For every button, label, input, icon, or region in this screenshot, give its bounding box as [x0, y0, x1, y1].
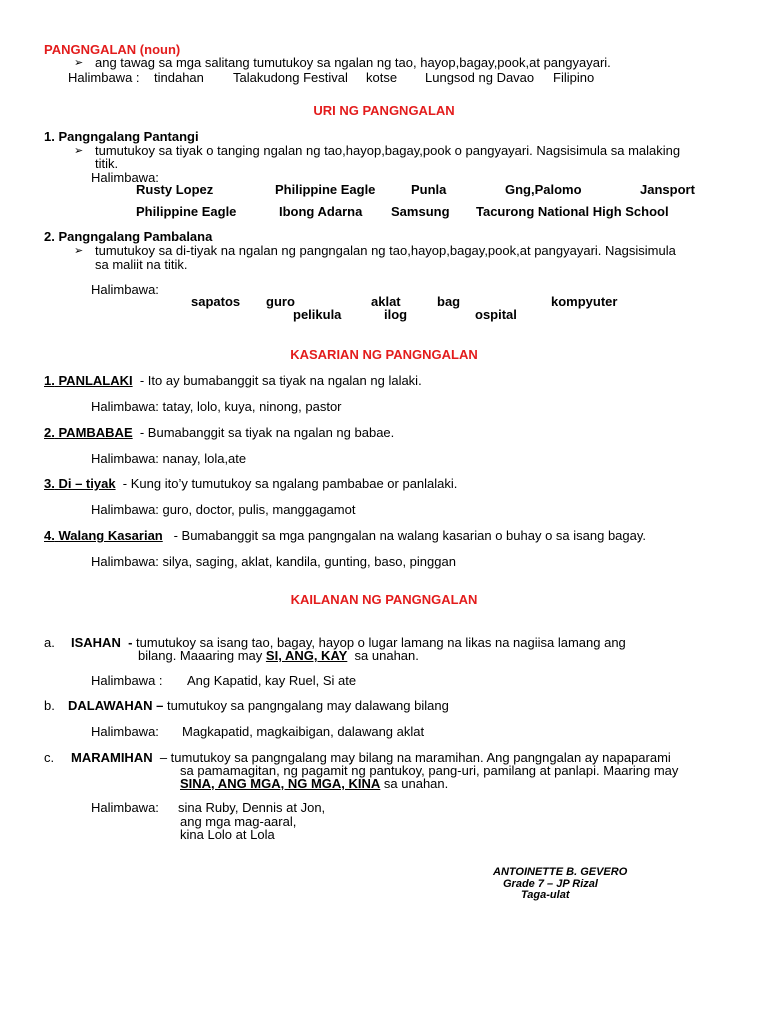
pantangi-definition: tumutukoy sa tiyak o tanging ngalan ng tao,hayop,bagay,pook o pangyayari. Nagsisimula sa malaking — [95, 143, 681, 158]
pambalana-definition: tumutukoy sa di-tiyak na ngalan ng pangngalan ng tao,hayop,bagay,pook,at pangyayari. Nagsisimula — [95, 243, 676, 258]
noun-example-label: Halimbawa : — [68, 70, 140, 85]
dalawahan-letter: b. — [44, 698, 55, 713]
kasarian-term: PANLALAKI — [58, 373, 133, 388]
pantangi-example: Gng,Palomo — [505, 182, 582, 197]
pambalana-example: bag — [437, 294, 461, 309]
pambalana-example: sapatos — [191, 294, 241, 309]
kasarian-term: PAMBABAE — [58, 425, 133, 440]
maramihan-desc-cont: sa pamamagitan, ng pagamit ng pantukoy, pang-uri, pamilang at panlapi. Maaring may — [180, 763, 679, 778]
bullet-arrow-icon: ➢ — [74, 145, 84, 157]
noun-definition: ang tawag sa mga salitang tumutukoy sa ngalan ng tao, hayop,bagay,pook,at pangyayari. — [95, 55, 611, 70]
dalawahan-term: DALAWAHAN – — [68, 698, 164, 713]
kasarian-item: 1. PANLALAKI - Ito ay bumabanggit sa tiyak na ngalan ng lalaki. — [44, 373, 422, 388]
pantangi-example: Punla — [411, 182, 447, 197]
maramihan-example: ang mga mag-aaral, — [180, 814, 297, 829]
maramihan-example-label: Halimbawa: — [91, 800, 159, 815]
isahan-desc: tumutukoy sa isang tao, bagay, hayop o lugar lamang na likas na nagiisa lamang ang — [136, 635, 626, 650]
bullet-arrow-icon: ➢ — [74, 57, 84, 69]
pambalana-example: kompyuter — [551, 294, 618, 309]
noun-title: PANGNGALAN (noun) — [44, 42, 181, 57]
pambalana-example: guro — [266, 294, 295, 309]
noun-example: Lungsod ng Davao — [425, 70, 535, 85]
kasarian-example: Halimbawa: tatay, lolo, kuya, ninong, pastor — [91, 399, 342, 414]
kasarian-example: Halimbawa: guro, doctor, pulis, manggagamot — [91, 502, 356, 517]
pantangi-example: Rusty Lopez — [136, 182, 214, 197]
maramihan-markers: SINA, ANG MGA, NG MGA, KINA — [180, 776, 381, 791]
pantangi-example: Jansport — [640, 182, 695, 197]
kasarian-example: Halimbawa: nanay, lola,ate — [91, 451, 247, 466]
noun-example: tindahan — [154, 70, 204, 85]
kasarian-item: 2. PAMBABAE - Bumabanggit sa tiyak na ngalan ng babae. — [44, 425, 395, 440]
isahan-example: Ang Kapatid, kay Ruel, Si ate — [187, 673, 357, 688]
maramihan-desc: – tumutukoy sa pangngalang may bilang na maramihan. Ang pangngalan ay napaparami — [159, 750, 671, 765]
maramihan-example: sina Ruby, Dennis at Jon, — [178, 800, 326, 815]
pantangi-definition-cont: titik. — [95, 156, 119, 171]
signature-grade: Grade 7 – JP Rizal — [503, 878, 598, 890]
pantangi-example: Tacurong National High School — [476, 204, 669, 219]
isahan-letter: a. — [44, 635, 55, 650]
noun-example: Filipino — [553, 70, 595, 85]
maramihan-example: kina Lolo at Lola — [180, 827, 275, 842]
pambalana-example-label: Halimbawa: — [91, 282, 159, 297]
pambalana-title: 2. Pangngalang Pambalana — [44, 229, 213, 244]
dalawahan-example-label: Halimbawa: — [91, 724, 159, 739]
pantangi-example-label: Halimbawa: — [91, 170, 159, 185]
isahan-desc-cont: bilang. Maaaring may SI, ANG, KAY sa unahan. — [138, 648, 419, 663]
uri-heading: URI NG PANGNGALAN — [313, 103, 455, 118]
dalawahan-desc: tumutukoy sa pangngalang may dalawang bilang — [166, 698, 449, 713]
dalawahan-item — [68, 699, 449, 714]
pambalana-example: ilog — [384, 307, 408, 322]
pambalana-example: pelikula — [293, 307, 342, 322]
pambalana-example: aklat — [371, 294, 401, 309]
pambalana-example: ospital — [475, 307, 517, 322]
isahan-markers: SI, ANG, KAY — [265, 648, 348, 663]
kasarian-desc: - Bumabanggit sa tiyak na ngalan ng babae. — [139, 425, 395, 440]
maramihan-term: MARAMIHAN — [71, 750, 153, 765]
kailanan-heading: KAILANAN NG PANGNGALAN — [290, 592, 478, 607]
signature-role: Taga-ulat — [521, 889, 570, 901]
isahan-item: ISAHAN - tumutukoy sa isang tao, bagay, hayop o lugar lamang na likas na nagiisa lamang ang — [71, 635, 626, 650]
maramihan-letter: c. — [44, 750, 55, 765]
isahan-example-label: Halimbawa : — [91, 673, 163, 688]
signature-name: ANTOINETTE B. GEVERO — [493, 866, 628, 878]
kasarian-heading: KASARIAN NG PANGNGALAN — [290, 347, 478, 362]
pambalana-definition-cont: sa maliit na titik. — [95, 257, 188, 272]
pantangi-example: Philippine Eagle — [275, 182, 376, 197]
pantangi-example: Philippine Eagle — [136, 204, 237, 219]
kasarian-example: Halimbawa: silya, saging, aklat, kandila, gunting, baso, pinggan — [91, 554, 456, 569]
noun-example: Talakudong Festival — [233, 70, 348, 85]
noun-example: kotse — [366, 70, 398, 85]
kasarian-term: Walang Kasarian — [58, 528, 163, 543]
maramihan-markers-line: SINA, ANG MGA, NG MGA, KINA sa unahan. — [180, 776, 449, 791]
isahan-term: ISAHAN — [71, 635, 121, 650]
kasarian-term: Di – tiyak — [58, 476, 116, 491]
kasarian-desc: - Ito ay bumabanggit sa tiyak na ngalan ng lalaki. — [139, 373, 422, 388]
kasarian-desc: - Kung ito’y tumutukoy sa ngalang pambabae or panlalaki. — [122, 476, 458, 491]
pantangi-example: Ibong Adarna — [279, 204, 363, 219]
pantangi-title: 1. Pangngalang Pantangi — [44, 129, 199, 144]
dalawahan-example: Magkapatid, magkaibigan, dalawang aklat — [182, 724, 425, 739]
kasarian-desc: - Bumabanggit sa mga pangngalan na walang kasarian o buhay o sa isang bagay. — [173, 528, 647, 543]
bullet-arrow-icon: ➢ — [74, 245, 84, 257]
pantangi-example: Samsung — [391, 204, 450, 219]
kasarian-item: 3. Di – tiyak - Kung ito’y tumutukoy sa ngalang pambabae or panlalaki. — [44, 476, 458, 491]
kasarian-item: 4. Walang Kasarian - Bumabanggit sa mga pangngalan na walang kasarian o buhay o sa isang bagay. — [44, 528, 647, 543]
